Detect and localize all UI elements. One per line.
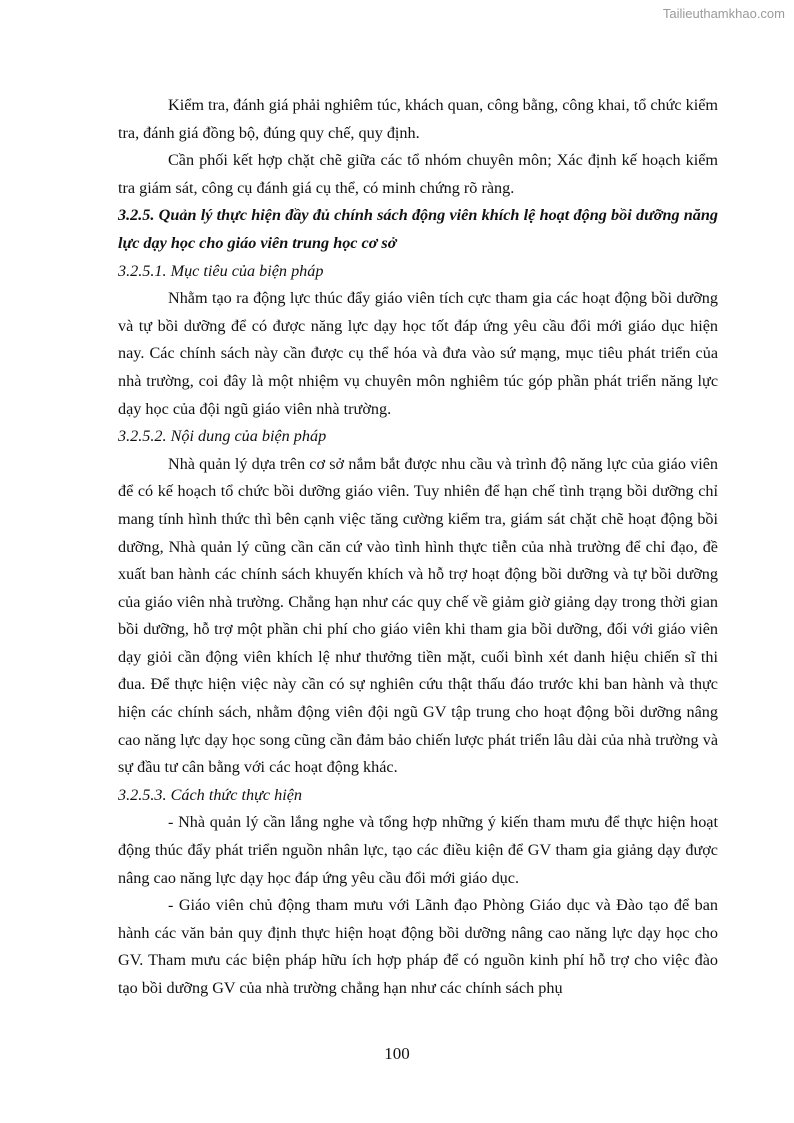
page-number: 100 [384,1044,410,1063]
paragraph-coordination: Cần phối kết hợp chặt chẽ giữa các tổ nhóm chuyên môn; Xác định kế hoạch kiểm tra giám sát, công cụ đánh giá cụ thể, có minh chứng rõ ràng. [118,151,718,197]
paragraph-content: Nhà quản lý dựa trên cơ sở nắm bắt được nhu cầu và trình độ năng lực của giáo viên để có kế hoạch tổ chức bồi dưỡng giáo viên. Tuy nhiên để hạn chế tình trạng bồi dưỡng chỉ mang tính hình thức thì bên cạnh việc tăng cường kiểm tra, giám sát chặt chẽ hoạt động bồi dưỡng, Nhà quản lý cũng cần căn cứ vào tình hình thực tiễn của nhà trường để chỉ đạo, đề xuất ban hành các chính sách khuyến khích và hỗ trợ hoạt động bồi dưỡng và tự bồi dưỡng của giáo viên nhà trường. Chẳng hạn như các quy chế về giảm giờ giảng dạy trong thời gian bồi dưỡng, hỗ trợ một phần chi phí cho giáo viên khi tham gia bồi dưỡng, đối với giáo viên dạy giỏi cần động viên khích lệ như thưởng tiền mặt, cuối bình xét danh hiệu chiến sĩ thi đua. Để thực hiện việc này cần có sự nghiên cứu thật thấu đáo trước khi ban hành và thực hiện các chính sách, nhằm động viên đội ngũ GV tập trung cho hoạt động bồi dưỡng nâng cao năng lực dạy học song cũng cần đảm bảo chiến lược phát triển lâu dài của nhà trường và sự đầu tư cân bằng với các hoạt động khác. [118,454,718,777]
subheading-content: 3.2.5.2. Nội dung của biện pháp [118,427,327,446]
subheading-method: 3.2.5.3. Cách thức thực hiện [118,785,302,804]
section-heading: 3.2.5. Quản lý thực hiện đầy đủ chính sách động viên khích lệ hoạt động bồi dưỡng năng lực dạy học cho giáo viên trung học cơ sở [118,206,718,252]
watermark: Tailieuthamkhao.com [662,6,785,21]
document-body [118,92,718,1003]
paragraph-goal: Nhằm tạo ra động lực thúc đẩy giáo viên tích cực tham gia các hoạt động bồi dưỡng và tự bồi dưỡng để có được năng lực dạy học tốt đáp ứng yêu cầu đổi mới giáo dục hiện nay. Các chính sách này cần được cụ thể hóa và đưa vào sứ mạng, mục tiêu phát triển của nhà trường, coi đây là một nhiệm vụ chuyên môn nghiêm túc góp phần phát triển năng lực dạy học của đội ngũ giáo viên nhà trường. [118,289,718,418]
paragraph-method-1: - Nhà quản lý cần lắng nghe và tổng hợp những ý kiến tham mưu để thực hiện hoạt động thúc đẩy phát triển nguồn nhân lực, tạo các điều kiện để GV tham gia giảng dạy được nâng cao năng lực dạy học đáp ứng yêu cầu đổi mới giáo dục. [118,813,718,887]
paragraph-method-2: - Giáo viên chủ động tham mưu với Lãnh đạo Phòng Giáo dục và Đào tạo để ban hành các văn bản quy định thực hiện hoạt động bồi dưỡng nâng cao năng lực dạy học cho GV. Tham mưu các biện pháp hữu ích hợp pháp để có nguồn kinh phí hỗ trợ cho việc đào tạo bồi dưỡng GV của nhà trường chẳng hạn như các chính sách phụ [118,896,718,997]
subheading-goal: 3.2.5.1. Mục tiêu của biện pháp [118,261,324,280]
paragraph-inspection: Kiểm tra, đánh giá phải nghiêm túc, khách quan, công bằng, công khai, tổ chức kiểm tra, đánh giá đồng bộ, đúng quy chế, quy định. [118,96,718,142]
